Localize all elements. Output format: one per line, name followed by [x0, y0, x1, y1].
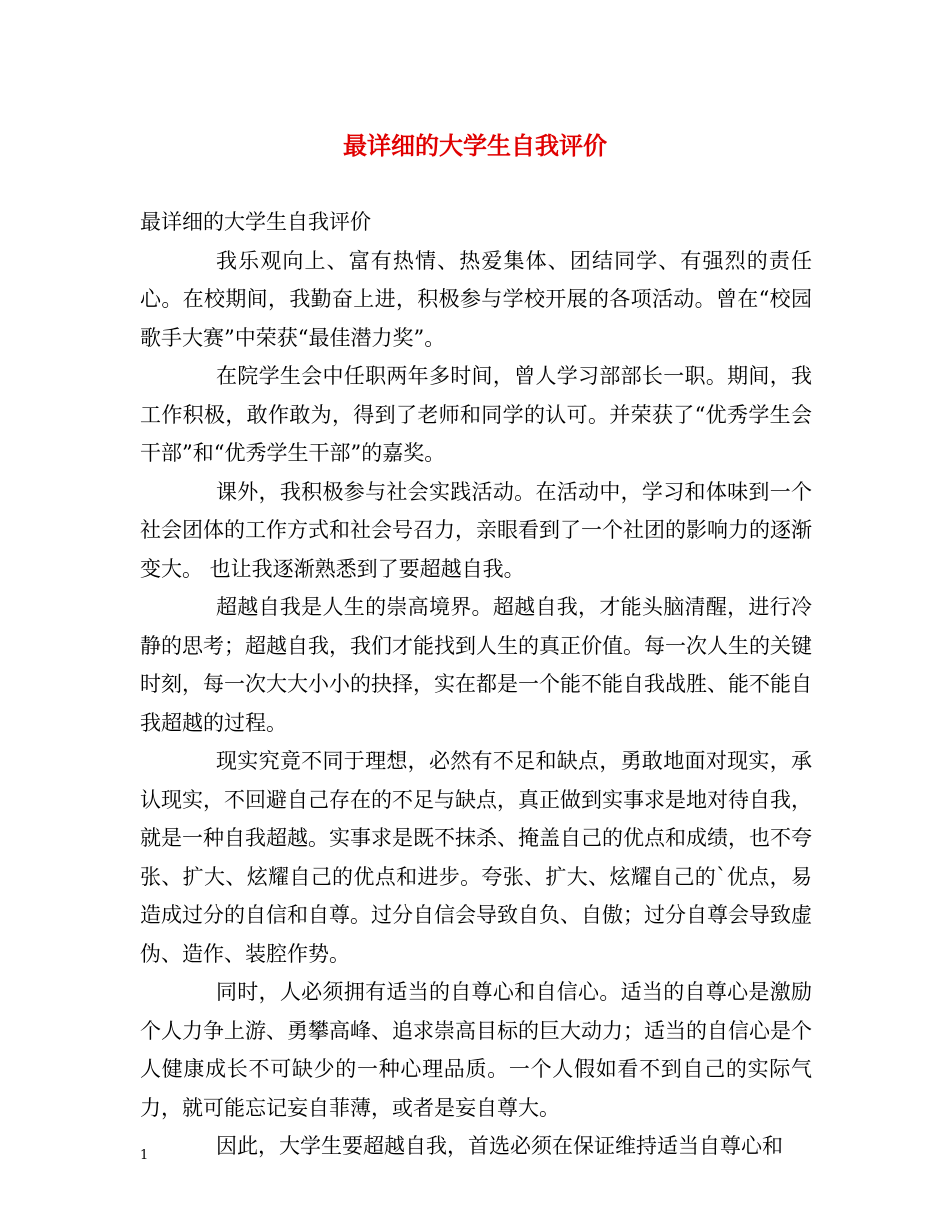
- page-number: 1: [140, 1148, 149, 1163]
- paragraph-7: 因此，大学生要超越自我，首选必须在保证维持适当自尊心和: [216, 1134, 783, 1158]
- document-title: 最详细的大学生自我评价: [343, 131, 607, 160]
- document-subtitle: 最详细的大学生自我评价: [140, 210, 371, 234]
- paragraph-3: 课外，我积极参与社会实践活动。在活动中，学习和体味到一个社会团体的工作方式和社会号召力，亲眼看到了一个社团的影响力的逐渐变大。 也让我逐渐熟悉到了要超越自我。: [140, 479, 812, 581]
- paragraph-1: 我乐观向上、富有热情、热爱集体、团结同学、有强烈的责任心。在校期间，我勤奋上进，积极参与学校开展的各项活动。曾在“校园歌手大赛”中荣获“最佳潜力奖”。: [140, 248, 812, 350]
- paragraph-2: 在院学生会中任职两年多时间，曾人学习部部长一职。期间，我工作积极，敢作敢为，得到了老师和同学的认可。并荣获了“优秀学生会干部”和“优秀学生干部”的嘉奖。: [140, 364, 812, 465]
- paragraph-5: 现实究竟不同于理想，必然有不足和缺点，勇敢地面对现实，承认现实，不回避自己存在的不足与缺点，真正做到实事求是地对待自我，就是一种自我超越。实事求是既不抹杀、掩盖自己的优点和成绩，也不夸张、扩大、炫耀自己的优点和进步。夸张、扩大、炫耀自己的`优点，易造成过分的自信和自尊。过分自信会导致自负、自傲；过分自尊会导致虚伪、造作、装腔作势。: [140, 749, 812, 966]
- paragraph-6: 同时，人必须拥有适当的自尊心和自信心。适当的自尊心是激励个人力争上游、勇攀高峰、追求崇高目标的巨大动力；适当的自信心是个人健康成长不可缺少的一种心理品质。一个人假如看不到自己的实际气力，就可能忘记妄自菲薄，或者是妄自尊大。: [140, 980, 812, 1120]
- document-body: [140, 203, 812, 1166]
- paragraph-4: 超越自我是人生的崇高境界。超越自我，才能头脑清醒，进行冷静的思考；超越自我，我们才能找到人生的真正价值。每一次人生的关键时刻，每一次大大小小的抉择，实在都是一个能不能自我战胜、能不能自我超越的过程。: [140, 595, 812, 735]
